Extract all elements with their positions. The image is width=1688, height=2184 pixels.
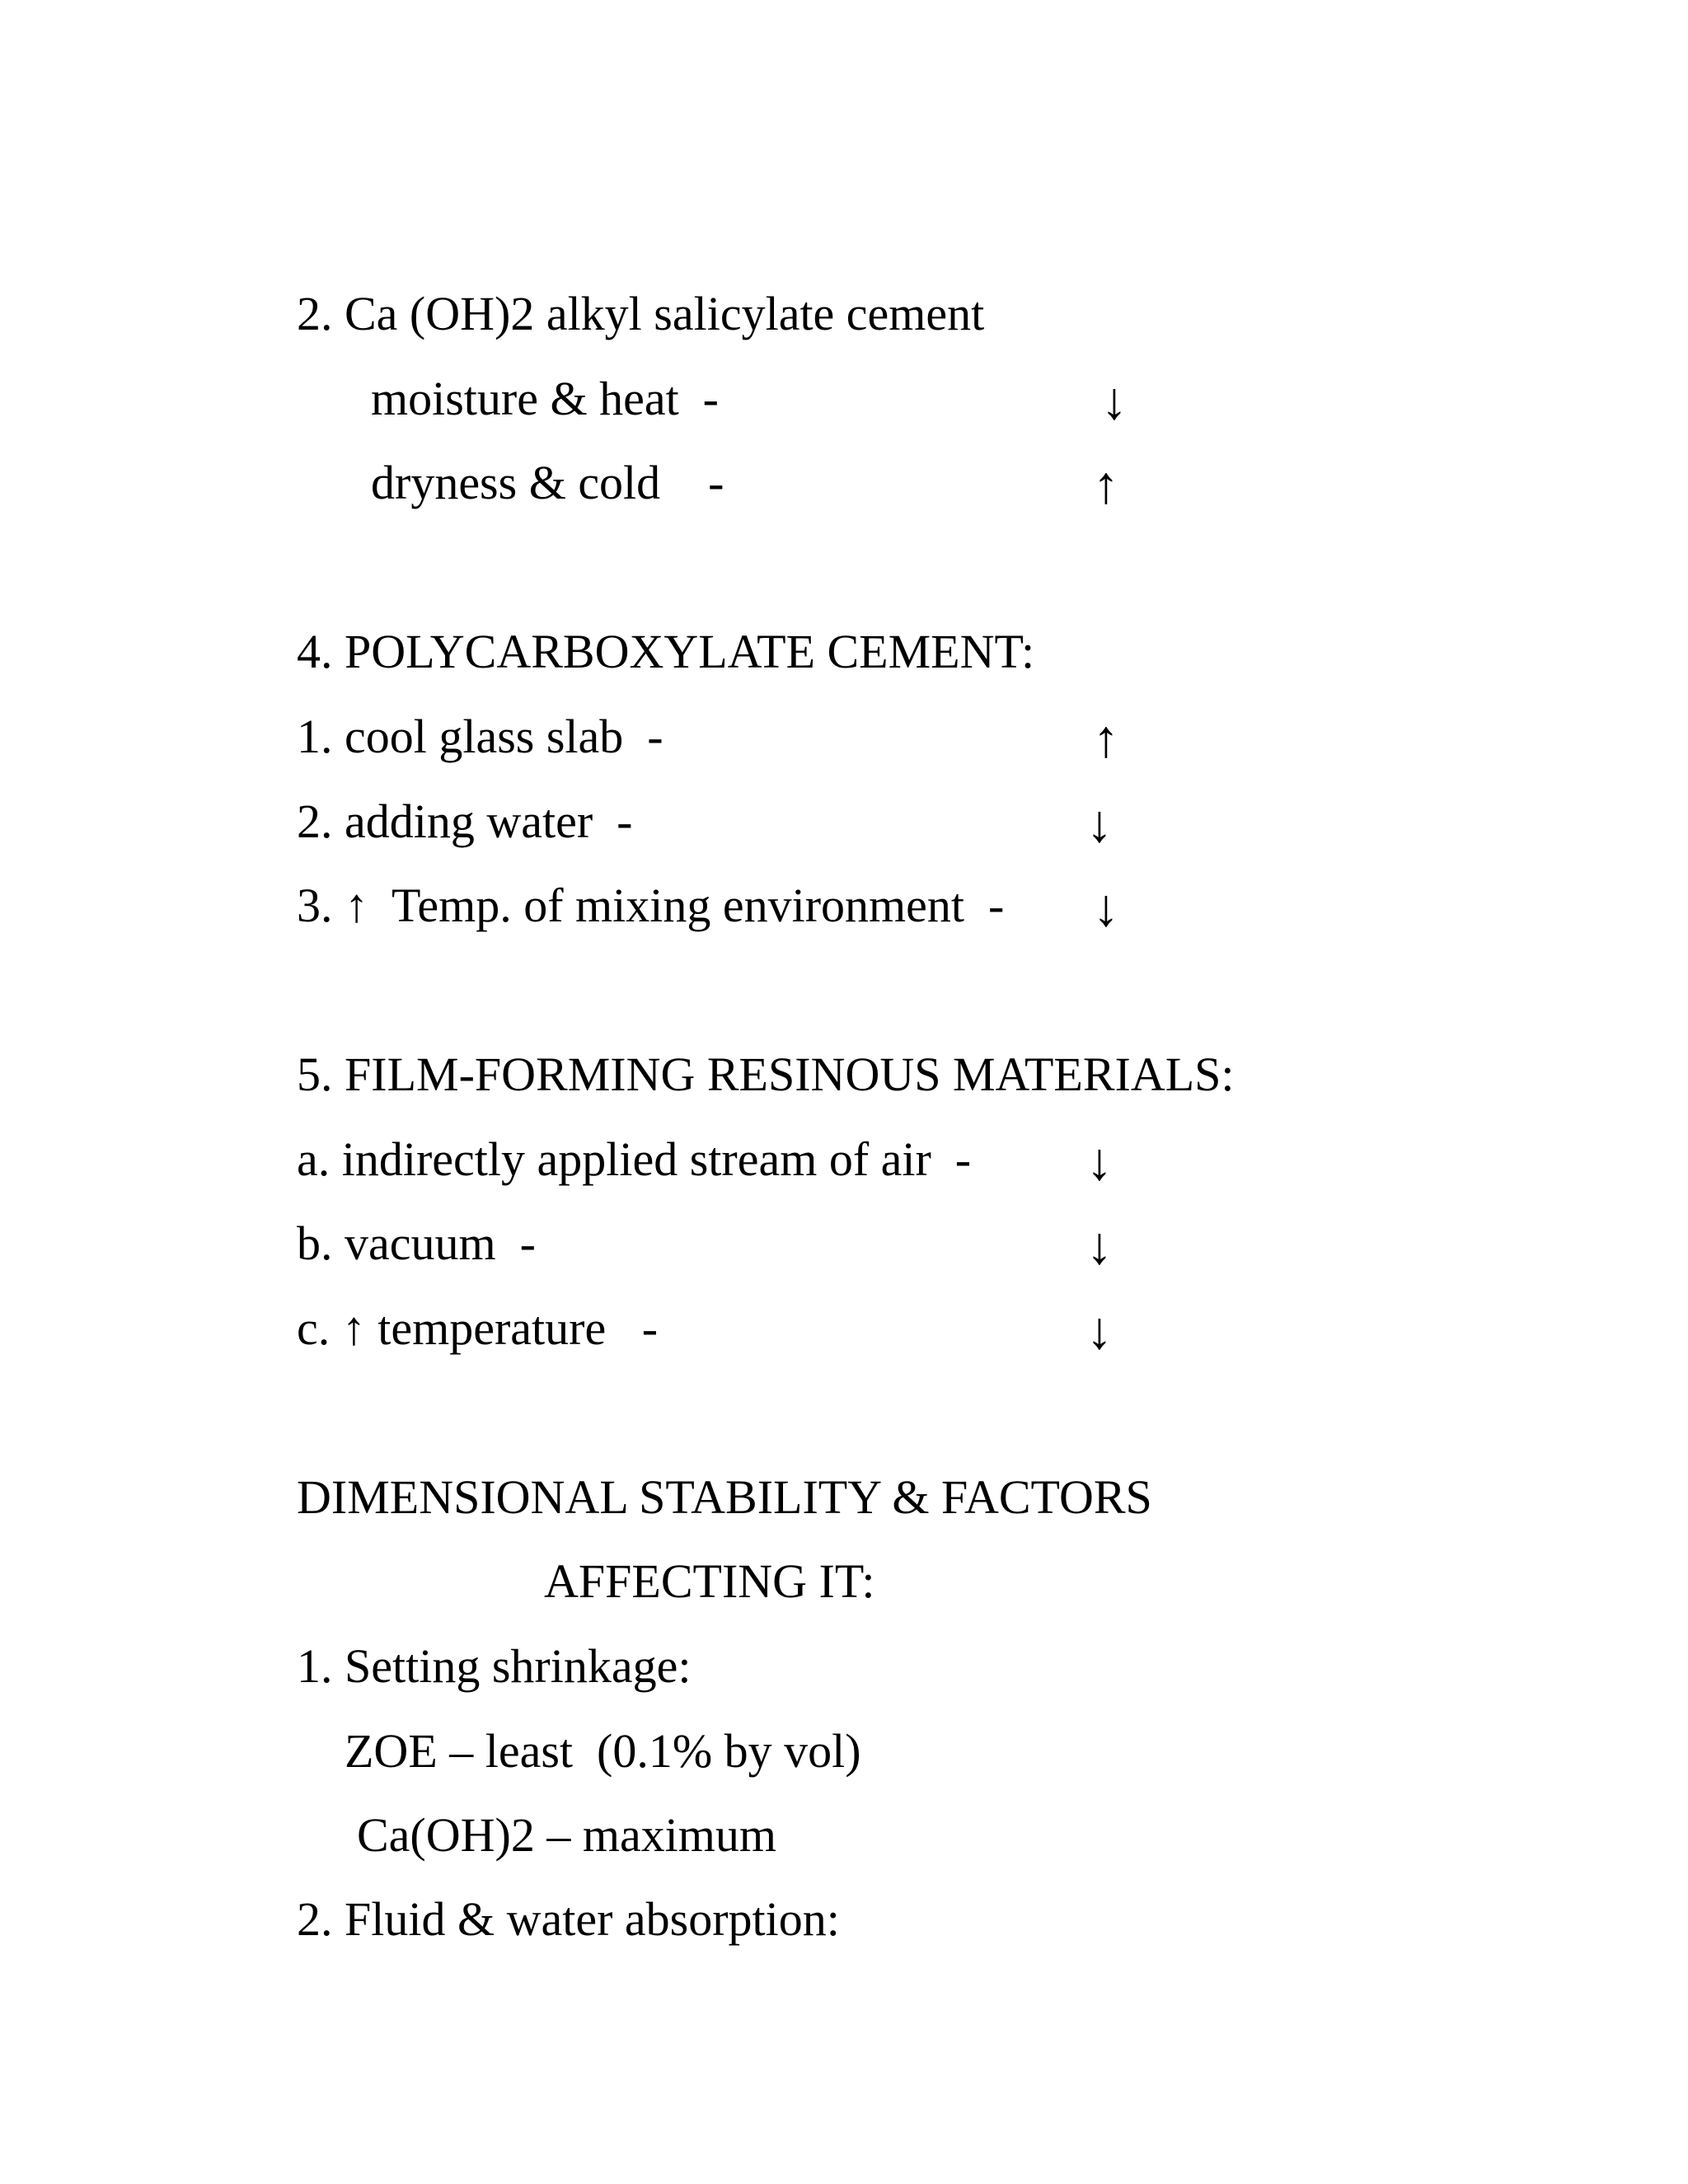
up-arrow-icon: ↑ [1093,456,1119,514]
polycarboxylate-heading: 4. POLYCARBOXYLATE CEMENT: [297,625,1035,678]
film-forming-item-text: b. vacuum - [297,1216,536,1270]
fluid-water-absorption-title: 2. Fluid & water absorption: [297,1892,840,1946]
ca-oh-shrinkage-text: Ca(OH)2 – maximum [357,1808,777,1862]
film-forming-item-text: a. indirectly applied stream of air - [297,1132,972,1186]
down-arrow-icon: ↓ [1086,1301,1113,1360]
setting-shrinkage-title: 1. Setting shrinkage: [297,1639,692,1693]
film-forming-item-text: c. ↑ temperature - [297,1301,659,1355]
dimensional-heading-line1: DIMENSIONAL STABILITY & FACTORS [297,1470,1152,1524]
up-arrow-icon: ↑ [1093,710,1119,768]
zoe-shrinkage-text: ZOE – least (0.1% by vol) [345,1724,861,1778]
ca-oh-item-text: dryness & cold - [371,456,724,509]
polycarboxylate-item-text: 3. ↑ Temp. of mixing environment - [297,879,1005,932]
ca-oh-item-text: moisture & heat - [371,372,720,425]
down-arrow-icon: ↓ [1086,1132,1113,1191]
down-arrow-icon: ↓ [1093,879,1119,937]
film-forming-heading: 5. FILM-FORMING RESINOUS MATERIALS: [297,1047,1235,1101]
down-arrow-icon: ↓ [1086,794,1113,853]
polycarboxylate-item-text: 2. adding water - [297,794,633,848]
down-arrow-icon: ↓ [1101,372,1128,430]
ca-oh-heading: 2. Ca (OH)2 alkyl salicylate cement [297,287,985,340]
polycarboxylate-item-text: 1. cool glass slab - [297,710,663,763]
down-arrow-icon: ↓ [1086,1216,1113,1275]
dimensional-heading-line2: AFFECTING IT: [544,1554,875,1608]
